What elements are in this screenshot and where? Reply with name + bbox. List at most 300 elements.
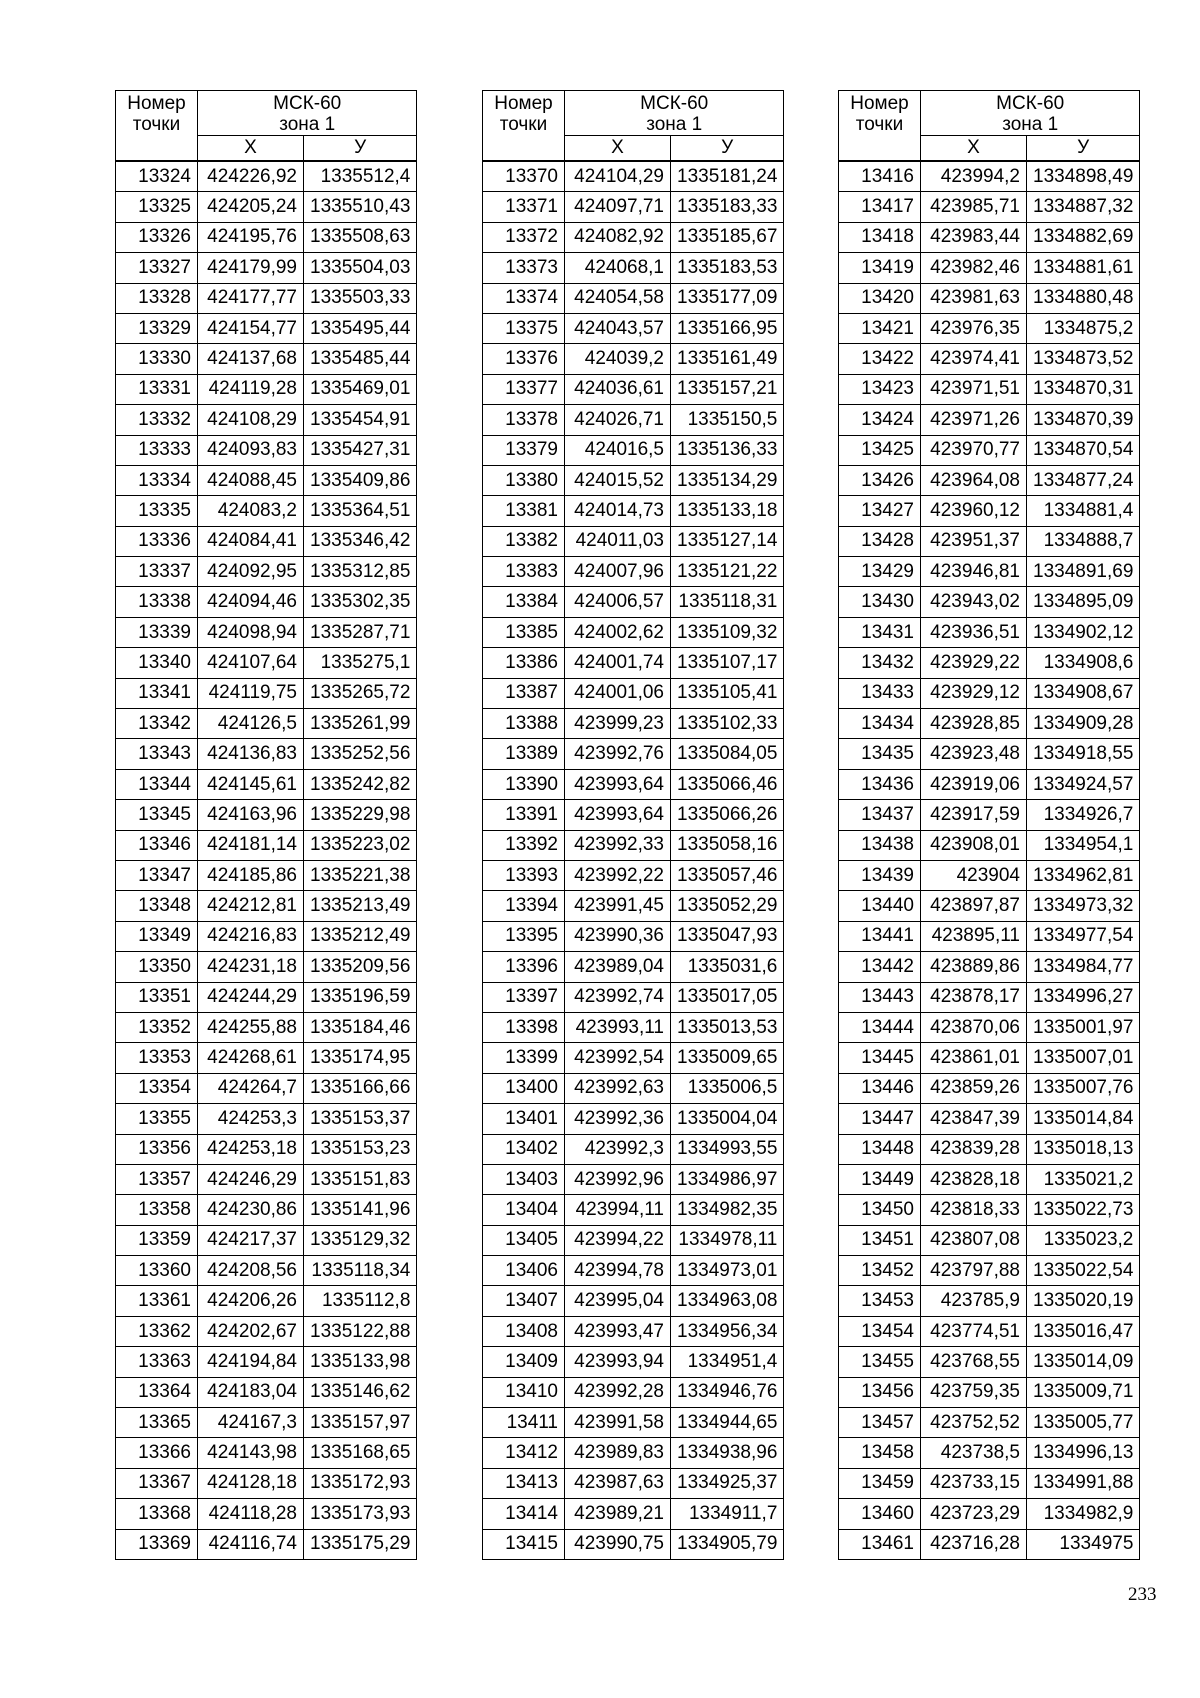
point-number-cell: 13330 [116,344,198,374]
point-number-cell: 13409 [483,1347,565,1377]
y-coordinate-cell: 1335161,49 [671,344,784,374]
x-coordinate-cell: 424001,74 [565,648,671,678]
x-coordinate-cell: 424253,3 [198,1104,304,1134]
point-number-cell: 13451 [839,1225,921,1255]
table-row [483,678,784,708]
point-number-cell: 13327 [116,253,198,283]
y-coordinate-cell: 1335346,42 [304,526,417,556]
table-row [839,192,1140,222]
point-number-cell: 13436 [839,769,921,799]
table-row [483,1195,784,1225]
table-row [116,1073,417,1103]
x-coordinate-cell: 424082,92 [565,222,671,252]
table-row [483,1073,784,1103]
coordinates-table-3 [838,90,1140,1560]
table-row [483,1499,784,1529]
point-number-cell: 13329 [116,313,198,343]
x-coordinate-cell: 424001,06 [565,678,671,708]
table-row [116,435,417,465]
table-row [116,1012,417,1042]
point-number-cell: 13399 [483,1043,565,1073]
point-number-cell: 13419 [839,253,921,283]
x-coordinate-cell: 424167,3 [198,1408,304,1438]
point-number-cell: 13406 [483,1256,565,1286]
y-coordinate-cell: 1335018,13 [1027,1134,1140,1164]
point-number-cell: 13365 [116,1408,198,1438]
point-number-cell: 13444 [839,1012,921,1042]
point-number-cell: 13386 [483,648,565,678]
table-row [483,435,784,465]
table-row [483,496,784,526]
x-coordinate-cell: 423929,22 [921,648,1027,678]
y-coordinate-cell: 1335133,18 [671,496,784,526]
point-number-cell: 13435 [839,739,921,769]
y-coordinate-cell: 1334938,96 [671,1438,784,1468]
y-coordinate-cell: 1334870,54 [1027,435,1140,465]
table-row [839,891,1140,921]
y-coordinate-cell: 1335006,5 [671,1073,784,1103]
y-column-header: У [304,136,417,162]
y-coordinate-cell: 1335127,14 [671,526,784,556]
point-number-cell: 13352 [116,1012,198,1042]
table-row [839,1408,1140,1438]
x-coordinate-cell: 423989,04 [565,952,671,982]
point-number-cell: 13384 [483,587,565,617]
table-row [839,1225,1140,1255]
point-number-cell: 13432 [839,648,921,678]
y-coordinate-cell: 1335209,56 [304,952,417,982]
x-coordinate-cell: 424185,86 [198,860,304,890]
table-row [116,891,417,921]
table-row [116,982,417,1012]
x-coordinate-cell: 423985,71 [921,192,1027,222]
system-header-line1: МСК-60 [640,93,709,114]
point-number-cell: 13456 [839,1377,921,1407]
y-coordinate-cell: 1334870,31 [1027,374,1140,404]
x-coordinate-cell: 424202,67 [198,1316,304,1346]
point-number-cell: 13411 [483,1408,565,1438]
x-coordinate-cell: 423759,35 [921,1377,1027,1407]
x-coordinate-cell: 423870,06 [921,1012,1027,1042]
table-row [483,617,784,647]
y-coordinate-cell: 1334902,12 [1027,617,1140,647]
y-coordinate-cell: 1335151,83 [304,1164,417,1194]
point-number-cell: 13341 [116,678,198,708]
point-number-cell: 13407 [483,1286,565,1316]
y-coordinate-cell: 1335504,03 [304,253,417,283]
system-header-line1: МСК-60 [273,93,342,114]
y-coordinate-cell: 1335503,33 [304,283,417,313]
x-coordinate-cell: 424014,73 [565,496,671,526]
y-coordinate-cell: 1335185,67 [671,222,784,252]
point-header-line1: Номер [494,93,553,114]
y-coordinate-cell: 1335022,73 [1027,1195,1140,1225]
y-coordinate-cell: 1335212,49 [304,921,417,951]
y-coordinate-cell: 1335013,53 [671,1012,784,1042]
y-coordinate-cell: 1335020,19 [1027,1286,1140,1316]
point-number-cell: 13340 [116,648,198,678]
table-row [483,1012,784,1042]
point-number-cell: 13387 [483,678,565,708]
point-header-line2: точки [855,114,904,135]
y-coordinate-cell: 1335261,99 [304,709,417,739]
table-row [116,344,417,374]
table-row [483,1104,784,1134]
x-coordinate-cell: 424179,99 [198,253,304,283]
x-coordinate-cell: 424208,56 [198,1256,304,1286]
point-number-cell: 13332 [116,405,198,435]
table-row [483,405,784,435]
table-row [483,465,784,495]
x-coordinate-cell: 423716,28 [921,1529,1027,1559]
table-row [483,891,784,921]
x-coordinate-cell: 424011,03 [565,526,671,556]
point-number-cell: 13361 [116,1286,198,1316]
table-row [483,222,784,252]
x-coordinate-cell: 423943,02 [921,587,1027,617]
x-coordinate-cell: 423847,39 [921,1104,1027,1134]
table-row [483,313,784,343]
table-row [116,678,417,708]
y-coordinate-cell: 1335213,49 [304,891,417,921]
y-coordinate-cell: 1335066,26 [671,800,784,830]
x-coordinate-cell: 424068,1 [565,253,671,283]
x-coordinate-cell: 423994,11 [565,1195,671,1225]
point-number-cell: 13342 [116,709,198,739]
table-row [483,253,784,283]
system-header-line2: зона 1 [1002,114,1059,135]
point-number-cell: 13459 [839,1468,921,1498]
y-coordinate-cell: 1334982,9 [1027,1499,1140,1529]
point-number-cell: 13424 [839,405,921,435]
y-coordinate-cell: 1334924,57 [1027,769,1140,799]
x-coordinate-cell: 423976,35 [921,313,1027,343]
y-coordinate-cell: 1335252,56 [304,739,417,769]
x-coordinate-cell: 423878,17 [921,982,1027,1012]
point-number-cell: 13343 [116,739,198,769]
y-coordinate-cell: 1335166,95 [671,313,784,343]
table-row [116,769,417,799]
x-coordinate-cell: 423993,11 [565,1012,671,1042]
point-number-cell: 13339 [116,617,198,647]
table-row [483,557,784,587]
table-row [839,222,1140,252]
table-row [839,1316,1140,1346]
table-row [839,1043,1140,1073]
table-row [483,769,784,799]
table-row [839,161,1140,192]
point-number-cell: 13333 [116,435,198,465]
x-coordinate-cell: 423859,26 [921,1073,1027,1103]
x-coordinate-cell: 424137,68 [198,344,304,374]
table-row [839,1468,1140,1498]
table-row [839,465,1140,495]
table-row [483,1408,784,1438]
y-coordinate-cell: 1335485,44 [304,344,417,374]
x-coordinate-cell: 424002,62 [565,617,671,647]
point-number-cell: 13388 [483,709,565,739]
point-number-cell: 13404 [483,1195,565,1225]
point-number-cell: 13402 [483,1134,565,1164]
x-coordinate-cell: 424119,75 [198,678,304,708]
y-column-header: У [1027,136,1140,162]
x-coordinate-cell: 423785,9 [921,1286,1027,1316]
x-coordinate-cell: 423928,85 [921,709,1027,739]
y-coordinate-cell: 1334977,54 [1027,921,1140,951]
point-number-cell: 13420 [839,283,921,313]
table-row [116,617,417,647]
table-row [839,1377,1140,1407]
y-coordinate-cell: 1334870,39 [1027,405,1140,435]
point-number-cell: 13400 [483,1073,565,1103]
y-coordinate-cell: 1334905,79 [671,1529,784,1559]
point-number-cell: 13439 [839,860,921,890]
system-header-line2: зона 1 [646,114,703,135]
y-coordinate-cell: 1335102,33 [671,709,784,739]
y-coordinate-cell: 1335017,05 [671,982,784,1012]
y-coordinate-cell: 1335265,72 [304,678,417,708]
table-row [839,344,1140,374]
y-coordinate-cell: 1335023,2 [1027,1225,1140,1255]
point-number-cell: 13368 [116,1499,198,1529]
table-row [116,1104,417,1134]
table-row [116,800,417,830]
point-number-cell: 13391 [483,800,565,830]
point-number-cell: 13372 [483,222,565,252]
x-coordinate-cell: 423768,55 [921,1347,1027,1377]
table-row [116,161,417,192]
point-number-cell: 13359 [116,1225,198,1255]
table-row [116,222,417,252]
x-coordinate-cell: 423987,63 [565,1468,671,1498]
y-coordinate-cell: 1335005,77 [1027,1408,1140,1438]
y-coordinate-cell: 1335150,5 [671,405,784,435]
point-number-header [116,91,198,162]
point-number-cell: 13364 [116,1377,198,1407]
table-row [116,1377,417,1407]
x-coordinate-cell: 423971,26 [921,405,1027,435]
table-row [839,1499,1140,1529]
point-number-cell: 13460 [839,1499,921,1529]
x-coordinate-cell: 423774,51 [921,1316,1027,1346]
y-coordinate-cell: 1334973,01 [671,1256,784,1286]
table-row [483,1164,784,1194]
y-coordinate-cell: 1335146,62 [304,1377,417,1407]
point-number-cell: 13370 [483,161,565,192]
x-coordinate-cell: 424195,76 [198,222,304,252]
x-coordinate-cell: 423723,29 [921,1499,1027,1529]
y-coordinate-cell: 1335174,95 [304,1043,417,1073]
y-coordinate-cell: 1335016,47 [1027,1316,1140,1346]
point-number-cell: 13398 [483,1012,565,1042]
coordinates-table-2 [482,90,784,1560]
x-coordinate-cell: 424216,83 [198,921,304,951]
y-column-header: У [671,136,784,162]
table-row [116,1408,417,1438]
point-number-cell: 13382 [483,526,565,556]
table-row [839,435,1140,465]
point-header-line1: Номер [850,93,909,114]
x-coordinate-cell: 424231,18 [198,952,304,982]
table-row [116,1316,417,1346]
x-coordinate-cell: 423994,78 [565,1256,671,1286]
point-number-cell: 13450 [839,1195,921,1225]
x-coordinate-cell: 424098,94 [198,617,304,647]
x-coordinate-cell: 424194,84 [198,1347,304,1377]
y-coordinate-cell: 1335014,09 [1027,1347,1140,1377]
x-coordinate-cell: 424230,86 [198,1195,304,1225]
table-row [483,830,784,860]
table-row [483,344,784,374]
point-number-cell: 13414 [483,1499,565,1529]
table-row [483,648,784,678]
table-row [116,1256,417,1286]
table-row [483,192,784,222]
x-coordinate-cell: 423989,83 [565,1438,671,1468]
x-coordinate-cell: 423993,64 [565,769,671,799]
table-row [483,161,784,192]
x-coordinate-cell: 423895,11 [921,921,1027,951]
x-coordinate-cell: 423992,36 [565,1104,671,1134]
point-number-cell: 13344 [116,769,198,799]
point-number-cell: 13377 [483,374,565,404]
x-coordinate-cell: 424145,61 [198,769,304,799]
y-coordinate-cell: 1334888,7 [1027,526,1140,556]
table-row [116,1286,417,1316]
y-coordinate-cell: 1335084,05 [671,739,784,769]
y-coordinate-cell: 1334875,2 [1027,313,1140,343]
table-row [839,982,1140,1012]
y-coordinate-cell: 1334918,55 [1027,739,1140,769]
table-row [483,739,784,769]
point-number-cell: 13335 [116,496,198,526]
coordinates-table-1 [115,90,417,1560]
x-coordinate-cell: 424107,64 [198,648,304,678]
x-coordinate-cell: 424244,29 [198,982,304,1012]
table-row [116,405,417,435]
point-number-cell: 13353 [116,1043,198,1073]
y-coordinate-cell: 1334951,4 [671,1347,784,1377]
point-number-cell: 13442 [839,952,921,982]
y-coordinate-cell: 1335105,41 [671,678,784,708]
x-coordinate-cell: 424154,77 [198,313,304,343]
point-number-cell: 13453 [839,1286,921,1316]
y-coordinate-cell: 1335009,71 [1027,1377,1140,1407]
y-coordinate-cell: 1335469,01 [304,374,417,404]
point-number-cell: 13416 [839,161,921,192]
point-number-cell: 13389 [483,739,565,769]
point-number-cell: 13374 [483,283,565,313]
point-number-cell: 13455 [839,1347,921,1377]
table-row [116,1438,417,1468]
y-coordinate-cell: 1334956,34 [671,1316,784,1346]
coordinate-system-header [198,91,417,136]
y-coordinate-cell: 1335508,63 [304,222,417,252]
y-coordinate-cell: 1335302,35 [304,587,417,617]
table-row [839,1164,1140,1194]
point-number-cell: 13434 [839,709,921,739]
x-coordinate-cell: 423999,23 [565,709,671,739]
x-coordinate-cell: 423964,08 [921,465,1027,495]
y-coordinate-cell: 1334944,65 [671,1408,784,1438]
point-number-cell: 13376 [483,344,565,374]
point-header-line1: Номер [127,93,186,114]
y-coordinate-cell: 1334882,69 [1027,222,1140,252]
table-row [483,952,784,982]
point-number-cell: 13423 [839,374,921,404]
point-number-cell: 13447 [839,1104,921,1134]
x-coordinate-cell: 423994,22 [565,1225,671,1255]
y-coordinate-cell: 1335047,93 [671,921,784,951]
point-number-cell: 13445 [839,1043,921,1073]
point-number-cell: 13397 [483,982,565,1012]
table-row [839,739,1140,769]
x-coordinate-cell: 424104,29 [565,161,671,192]
x-coordinate-cell: 423989,21 [565,1499,671,1529]
table-row [483,1316,784,1346]
y-coordinate-cell: 1335109,32 [671,617,784,647]
y-coordinate-cell: 1334963,08 [671,1286,784,1316]
table-row [839,587,1140,617]
x-column-header: Х [198,136,304,162]
point-number-cell: 13449 [839,1164,921,1194]
y-coordinate-cell: 1334887,32 [1027,192,1140,222]
x-coordinate-cell: 423971,51 [921,374,1027,404]
y-coordinate-cell: 1334978,11 [671,1225,784,1255]
x-coordinate-cell: 424143,98 [198,1438,304,1468]
point-number-cell: 13351 [116,982,198,1012]
x-coordinate-cell: 423818,33 [921,1195,1027,1225]
x-coordinate-cell: 424083,2 [198,496,304,526]
y-coordinate-cell: 1335287,71 [304,617,417,647]
x-coordinate-cell: 423733,15 [921,1468,1027,1498]
table-row [839,830,1140,860]
y-coordinate-cell: 1334911,7 [671,1499,784,1529]
y-coordinate-cell: 1335052,29 [671,891,784,921]
y-coordinate-cell: 1335223,02 [304,830,417,860]
x-coordinate-cell: 423929,12 [921,678,1027,708]
y-coordinate-cell: 1334908,6 [1027,648,1140,678]
x-coordinate-cell: 424217,37 [198,1225,304,1255]
point-number-cell: 13348 [116,891,198,921]
point-number-cell: 13448 [839,1134,921,1164]
x-coordinate-cell: 424092,95 [198,557,304,587]
y-coordinate-cell: 1335007,01 [1027,1043,1140,1073]
point-number-cell: 13458 [839,1438,921,1468]
point-number-cell: 13426 [839,465,921,495]
x-coordinate-cell: 424015,52 [565,465,671,495]
y-coordinate-cell: 1335183,53 [671,253,784,283]
x-coordinate-cell: 424054,58 [565,283,671,313]
y-coordinate-cell: 1335004,04 [671,1104,784,1134]
y-coordinate-cell: 1334909,28 [1027,709,1140,739]
table-row [116,1225,417,1255]
point-number-cell: 13346 [116,830,198,860]
point-number-cell: 13357 [116,1164,198,1194]
table-row [483,1438,784,1468]
table-row [839,496,1140,526]
point-number-cell: 13452 [839,1256,921,1286]
y-coordinate-cell: 1335057,46 [671,860,784,890]
x-coordinate-cell: 423992,63 [565,1073,671,1103]
x-coordinate-cell: 423839,28 [921,1134,1027,1164]
y-coordinate-cell: 1334946,76 [671,1377,784,1407]
y-coordinate-cell: 1335275,1 [304,648,417,678]
x-coordinate-cell: 423992,76 [565,739,671,769]
y-coordinate-cell: 1334993,55 [671,1134,784,1164]
y-coordinate-cell: 1335177,09 [671,283,784,313]
point-number-cell: 13405 [483,1225,565,1255]
